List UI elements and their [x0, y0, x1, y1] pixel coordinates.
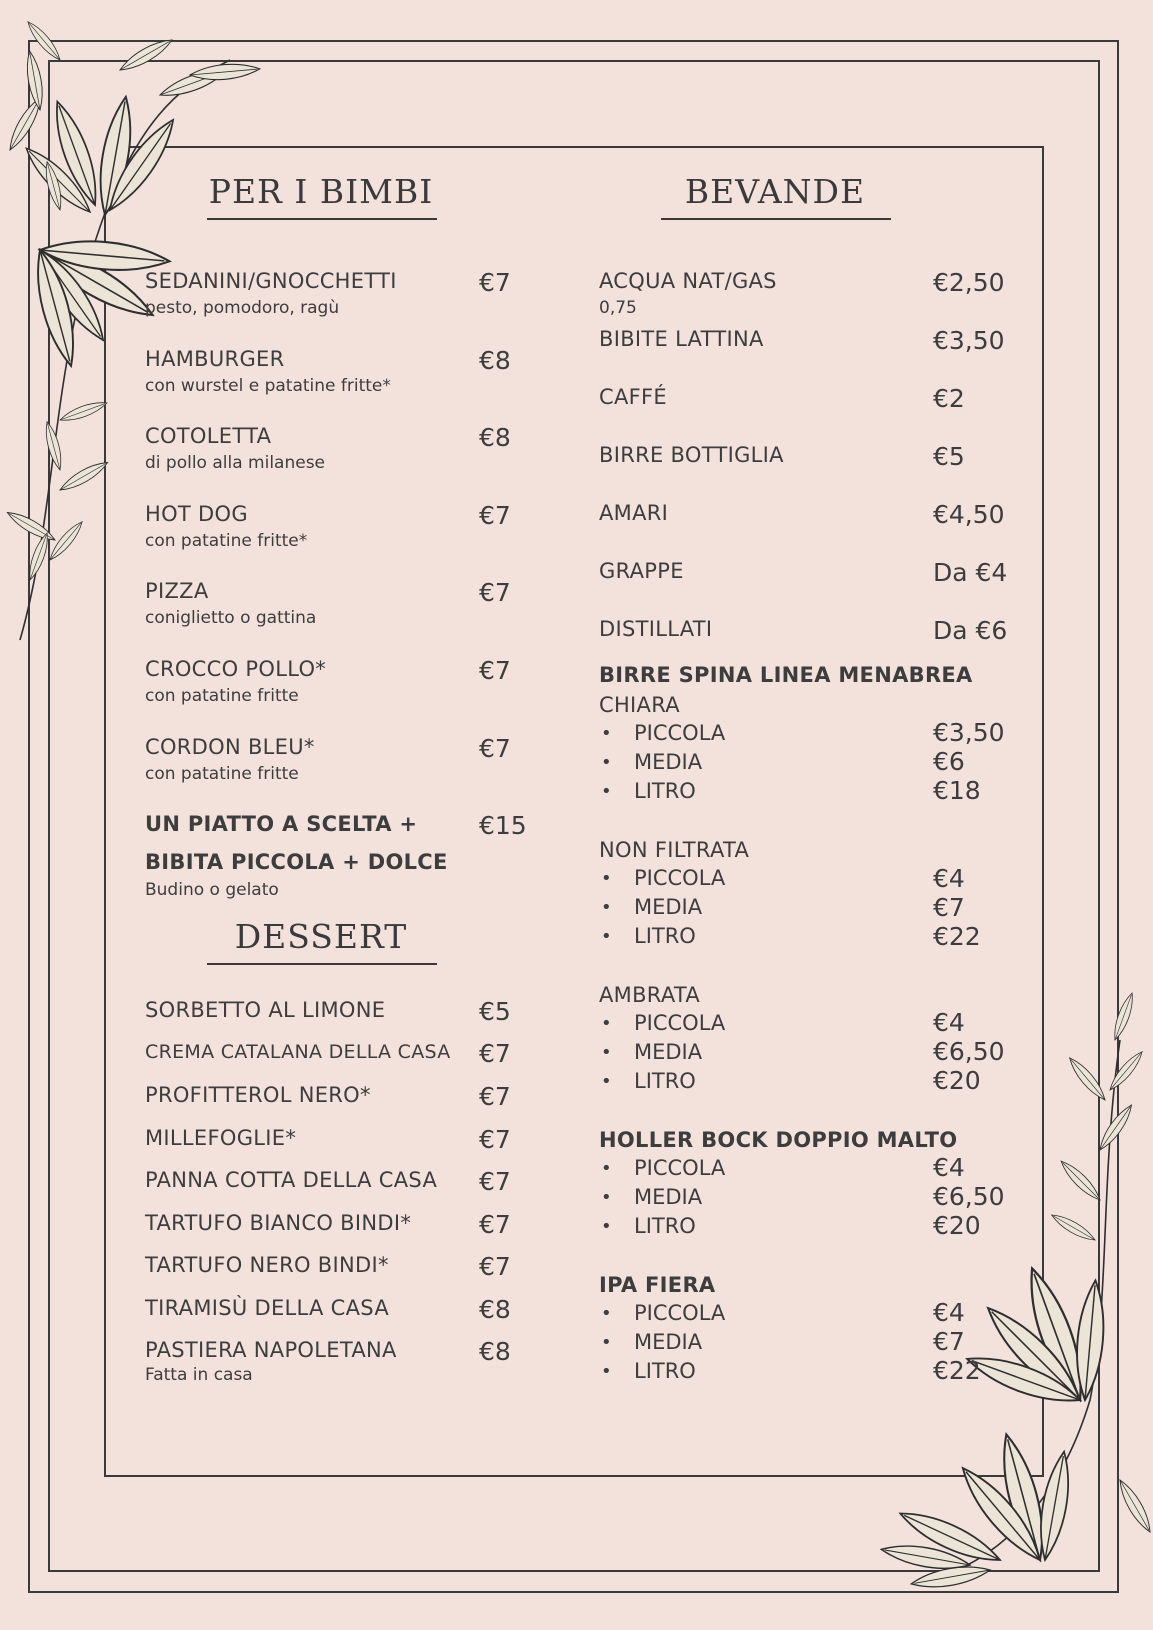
dessert-item-name: TIRAMISÙ DELLA CASA: [145, 1296, 389, 1320]
bullet-icon: •: [601, 1361, 612, 1382]
kids-item-price: €7: [479, 734, 511, 763]
bullet-icon: •: [601, 926, 612, 947]
beer-size: LITRO: [634, 1069, 696, 1093]
beer-size: MEDIA: [634, 750, 703, 774]
kids-item-price: €7: [479, 268, 511, 297]
bullet-icon: •: [601, 1071, 612, 1092]
dessert-item-price: €7: [479, 1210, 511, 1239]
beer-name: IPA FIERA: [599, 1273, 716, 1297]
beer-price: €4: [933, 864, 965, 893]
drink-item-price: €4,50: [933, 500, 1005, 529]
dessert-item-name: PANNA COTTA DELLA CASA: [145, 1168, 438, 1192]
dessert-heading-underline: [207, 963, 437, 965]
kids-heading: PER I BIMBI: [208, 172, 434, 211]
kids-item-price: €7: [479, 501, 511, 530]
drink-item-name: BIRRE BOTTIGLIA: [599, 443, 784, 467]
dessert-heading: DESSERT: [234, 917, 408, 956]
drink-item-name: DISTILLATI: [599, 617, 713, 641]
bullet-icon: •: [601, 868, 612, 889]
kids-item-price: €8: [479, 346, 511, 375]
beer-price: €6,50: [933, 1037, 1005, 1066]
drinks-heading-underline: [661, 218, 891, 220]
bullet-icon: •: [601, 781, 612, 802]
dessert-item-price: €7: [479, 1167, 511, 1196]
drinks-heading: BEVANDE: [684, 172, 866, 211]
dessert-item-price: €7: [479, 1039, 511, 1068]
combo-line2: BIBITA PICCOLA + DOLCE: [145, 850, 448, 874]
bullet-icon: •: [601, 897, 612, 918]
kids-item-desc: di pollo alla milanese: [145, 453, 326, 473]
beer-size: PICCOLA: [634, 721, 726, 745]
beer-price: €22: [933, 1356, 981, 1385]
kids-item-desc: pesto, pomodoro, ragù: [145, 298, 340, 318]
combo-price: €15: [479, 811, 527, 840]
beer-price: €3,50: [933, 718, 1005, 747]
kids-item-price: €8: [479, 423, 511, 452]
beer-section-title: BIRRE SPINA LINEA MENABREA: [599, 663, 973, 687]
beer-price: €22: [933, 922, 981, 951]
beer-price: €20: [933, 1066, 981, 1095]
dessert-item-price: €7: [479, 1252, 511, 1281]
bullet-icon: •: [601, 1158, 612, 1179]
bullet-icon: •: [601, 1332, 612, 1353]
drink-item-name: GRAPPE: [599, 559, 684, 583]
beer-size: LITRO: [634, 779, 696, 803]
drink-item-price: €2,50: [933, 268, 1005, 297]
beer-name: CHIARA: [599, 693, 680, 717]
beer-size: LITRO: [634, 924, 696, 948]
kids-heading-underline: [207, 218, 437, 220]
drink-item-price: Da €6: [933, 616, 1008, 645]
dessert-item-name: SORBETTO AL LIMONE: [145, 998, 386, 1022]
dessert-item-price: €8: [479, 1295, 511, 1324]
beer-size: PICCOLA: [634, 1011, 726, 1035]
bullet-icon: •: [601, 1216, 612, 1237]
dessert-item-price: €7: [479, 1082, 511, 1111]
kids-item-name: CORDON BLEU*: [145, 735, 315, 759]
beer-price: €7: [933, 1327, 965, 1356]
beer-size: MEDIA: [634, 895, 703, 919]
dessert-item-price: €5: [479, 997, 511, 1026]
kids-item-name: CROCCO POLLO*: [145, 657, 327, 681]
beer-name: HOLLER BOCK DOPPIO MALTO: [599, 1128, 958, 1152]
kids-item-price: €7: [479, 578, 511, 607]
dessert-item-name: MILLEFOGLIE*: [145, 1126, 297, 1150]
beer-price: €4: [933, 1298, 965, 1327]
beer-size: PICCOLA: [634, 1301, 726, 1325]
beer-price: €6,50: [933, 1182, 1005, 1211]
bullet-icon: •: [601, 723, 612, 744]
beer-size: MEDIA: [634, 1185, 703, 1209]
beer-price: €4: [933, 1008, 965, 1037]
drink-item-price: €3,50: [933, 326, 1005, 355]
dessert-item-desc: Fatta in casa: [145, 1365, 253, 1385]
bullet-icon: •: [601, 1303, 612, 1324]
bullet-icon: •: [601, 1042, 612, 1063]
bullet-icon: •: [601, 752, 612, 773]
drink-item-name: BIBITE LATTINA: [599, 327, 764, 351]
drink-item-name: CAFFÉ: [599, 385, 667, 409]
kids-item-name: HOT DOG: [145, 502, 248, 526]
kids-item-desc: con patatine fritte: [145, 686, 299, 706]
beer-size: PICCOLA: [634, 1156, 726, 1180]
beer-size: MEDIA: [634, 1040, 703, 1064]
combo-line1: UN PIATTO A SCELTA +: [145, 812, 418, 836]
beer-size: MEDIA: [634, 1330, 703, 1354]
beer-price: €20: [933, 1211, 981, 1240]
kids-item-name: HAMBURGER: [145, 347, 285, 371]
bullet-icon: •: [601, 1013, 612, 1034]
combo-desc: Budino o gelato: [145, 880, 279, 900]
drink-item-price: €2: [933, 384, 965, 413]
drink-item-price: Da €4: [933, 558, 1008, 587]
dessert-item-price: €7: [479, 1125, 511, 1154]
kids-item-name: COTOLETTA: [145, 424, 272, 448]
dessert-item-name: PROFITTEROL NERO*: [145, 1083, 371, 1107]
beer-size: LITRO: [634, 1359, 696, 1383]
beer-price: €4: [933, 1153, 965, 1182]
drink-item-name: ACQUA NAT/GAS: [599, 269, 777, 293]
kids-item-desc: con patatine fritte: [145, 764, 299, 784]
beer-size: LITRO: [634, 1214, 696, 1238]
beer-name: NON FILTRATA: [599, 838, 750, 862]
beer-size: PICCOLA: [634, 866, 726, 890]
dessert-item-name: PASTIERA NAPOLETANA: [145, 1338, 397, 1362]
dessert-item-name: CREMA CATALANA DELLA CASA: [145, 1041, 451, 1063]
drink-item-price: €5: [933, 442, 965, 471]
beer-name: AMBRATA: [599, 983, 701, 1007]
kids-item-name: PIZZA: [145, 579, 209, 603]
beer-price: €18: [933, 776, 981, 805]
dessert-item-name: TARTUFO NERO BINDI*: [145, 1253, 389, 1277]
drink-item-desc: 0,75: [599, 298, 637, 318]
beer-price: €7: [933, 893, 965, 922]
kids-item-price: €7: [479, 656, 511, 685]
kids-item-desc: con wurstel e patatine fritte*: [145, 376, 391, 396]
bullet-icon: •: [601, 1187, 612, 1208]
dessert-item-price: €8: [479, 1337, 511, 1366]
kids-item-desc: con patatine fritte*: [145, 531, 308, 551]
kids-item-desc: coniglietto o gattina: [145, 608, 317, 628]
dessert-item-name: TARTUFO BIANCO BINDI*: [145, 1211, 412, 1235]
drink-item-name: AMARI: [599, 501, 669, 525]
kids-item-name: SEDANINI/GNOCCHETTI: [145, 269, 397, 293]
beer-price: €6: [933, 747, 965, 776]
